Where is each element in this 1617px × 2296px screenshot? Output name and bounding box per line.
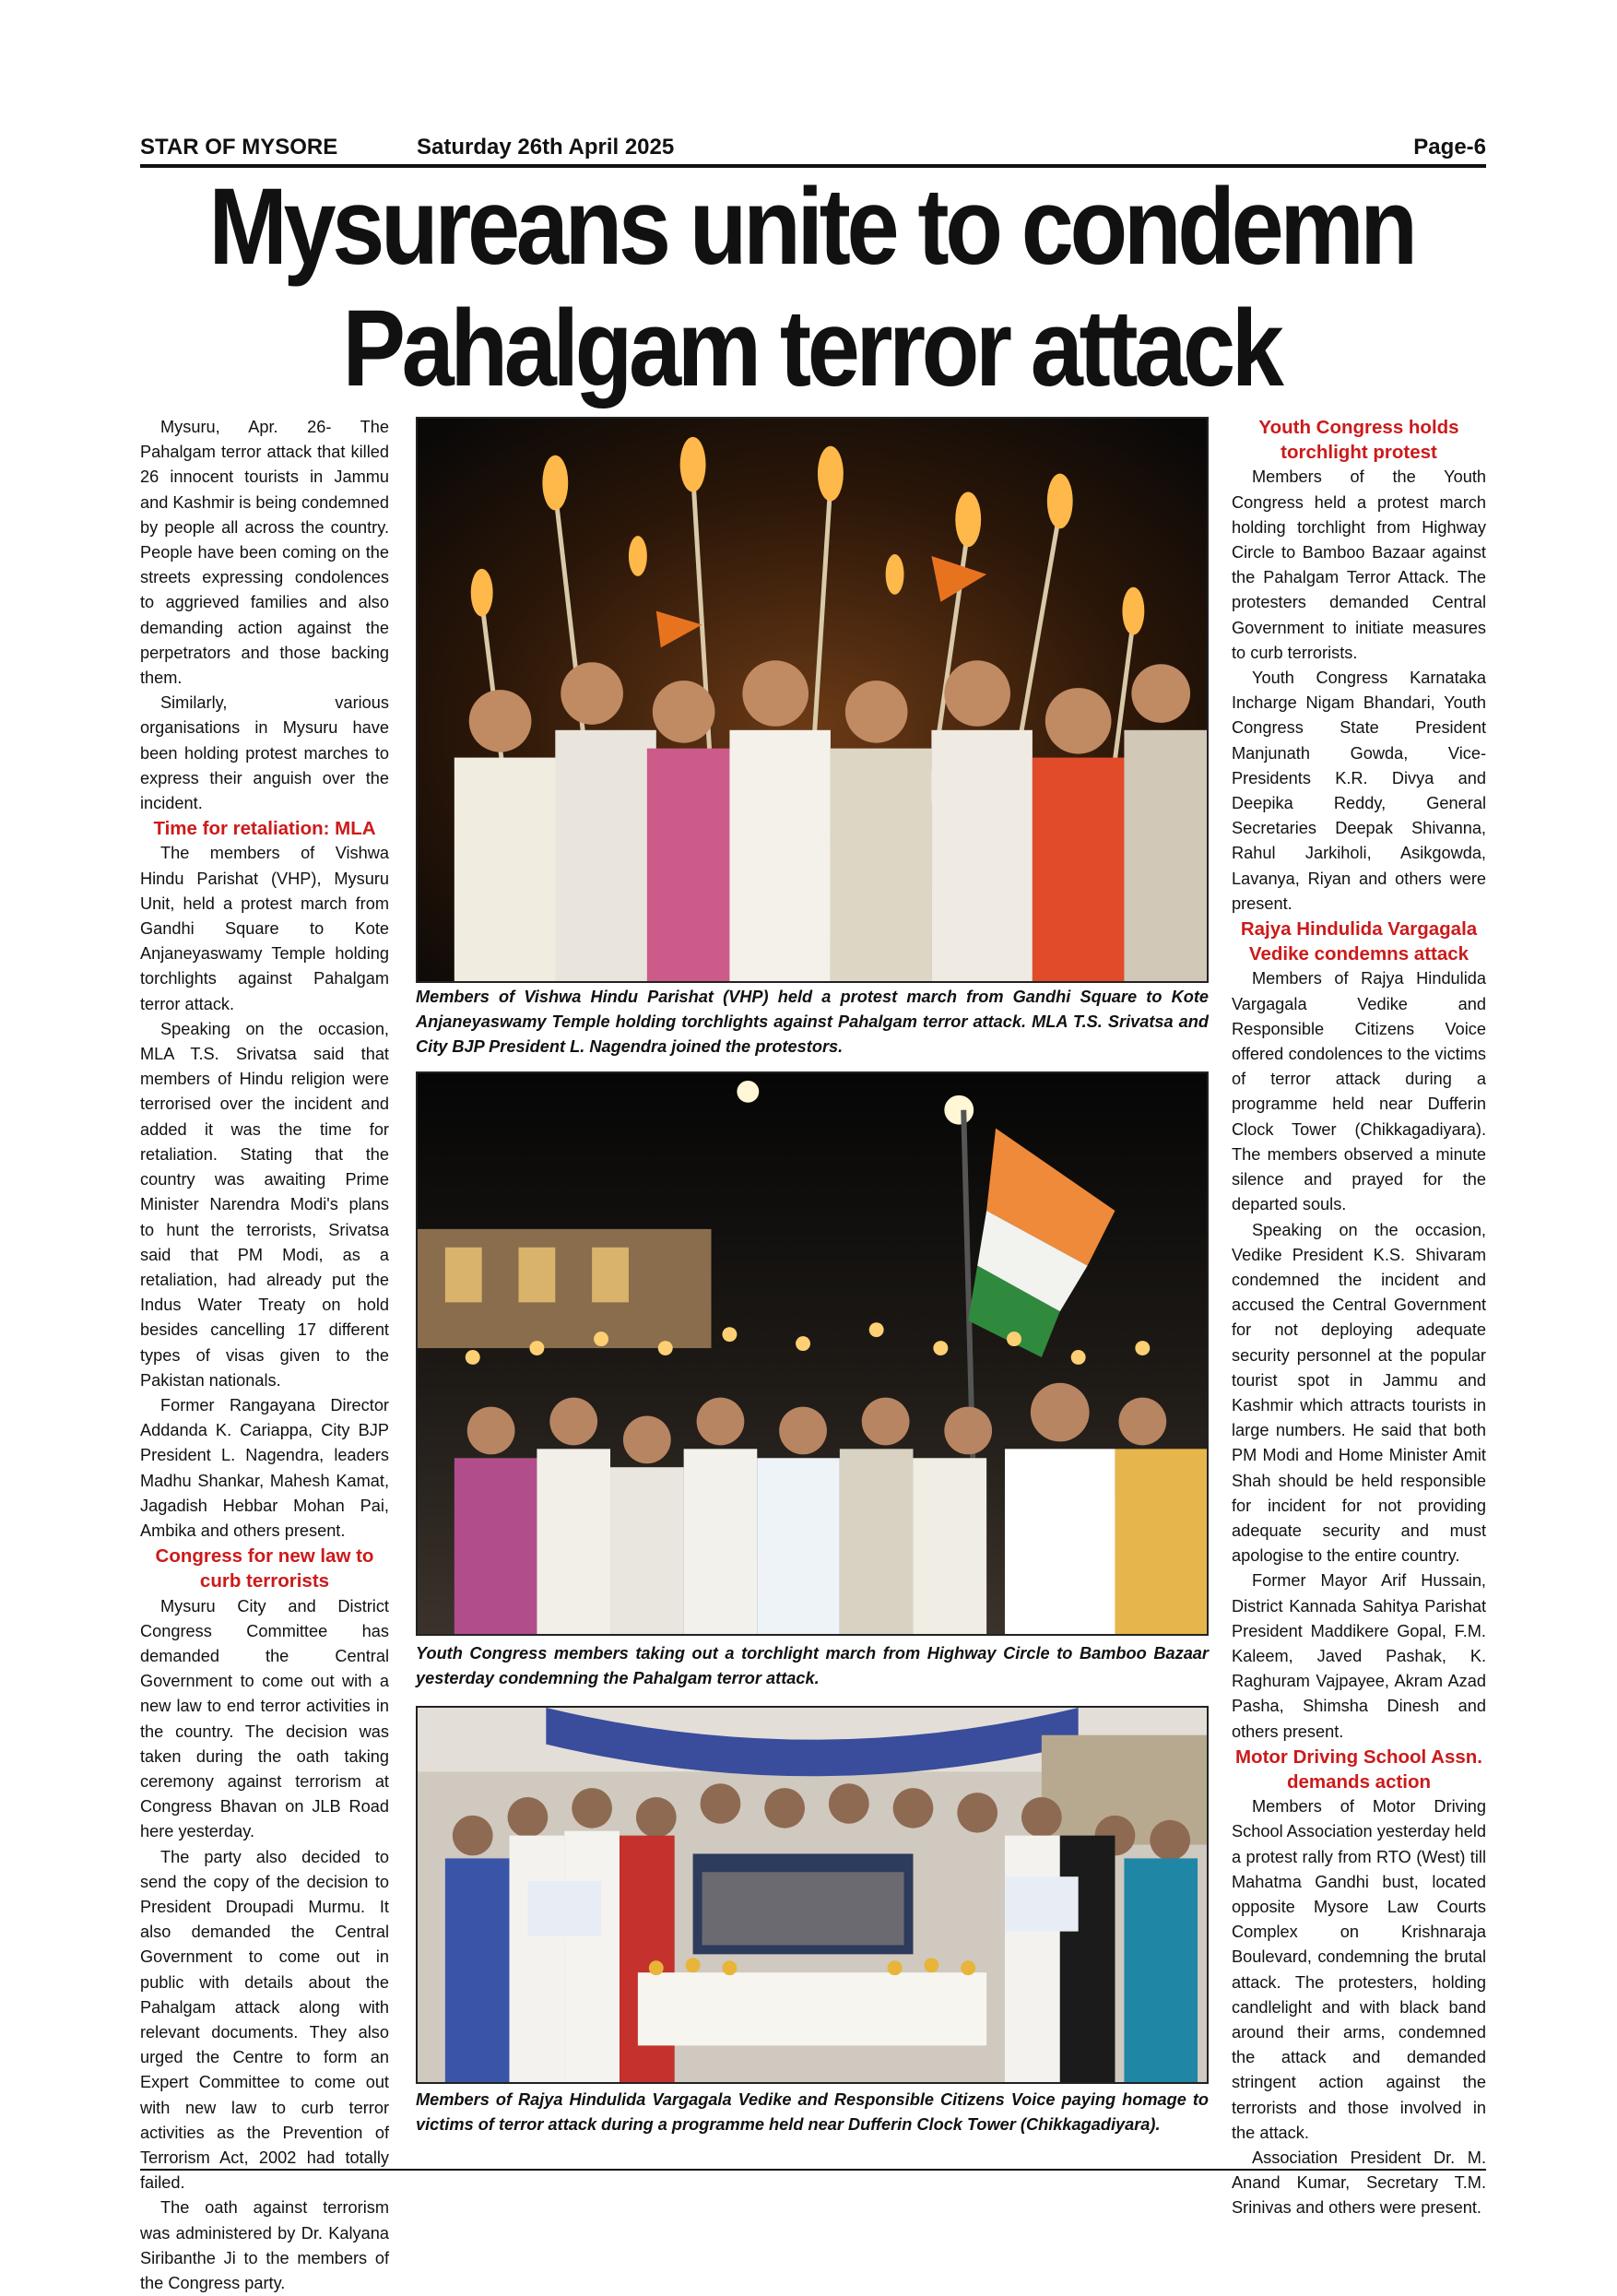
left-column: [140, 415, 389, 2296]
page-number: Page-6: [1413, 135, 1486, 160]
article-paragraph: Mysuru City and District Congress Committee has demanded the Central Government to come out with a new law to end terror activities in the country. The decision was taken during the oath taking ceremony against terrorism at Congress Bhavan on JLB Road here yesterday.: [140, 1596, 389, 1841]
right-column: [1232, 415, 1486, 2221]
article-paragraph: Youth Congress Karnataka Incharge Nigam Bhandari, Youth Congress State President Manjunath Gowda, Vice-Presidents K.R. Divya and Deepika Reddy, General Secretaries Deepak Shivanna, Rahul Jarkiholi, Asikgowda, Lavanya, Riyan and others were present.: [1232, 669, 1486, 913]
subheading: Motor Driving School Assn. demands action: [1234, 1746, 1483, 1793]
subheading: Congress for new law to curb terrorists: [155, 1545, 374, 1592]
article-paragraph: Mysuru, Apr. 26- The Pahalgam terror attack that killed 26 innocent tourists in Jammu and Kashmir is being condemned by people all across the country. People have been coming on the streets expressing condolences to aggrieved families and also demanding action against the perpetrators and those backing them.: [140, 418, 389, 688]
article-paragraph: Association President Dr. M. Anand Kumar, Secretary T.M. Srinivas and others were present.: [1232, 2148, 1486, 2218]
article-paragraph: Members of Rajya Hindulida Vargagala Vedike and Responsible Citizens Voice offered condolences to the victims of terror attack during a programme held near Dufferin Clock Tower (Chikkagadiyara). The members observed a minute silence and prayed for the departed souls.: [1232, 969, 1486, 1214]
photo-1-caption: Members of Vishwa Hindu Parishat (VHP) held a protest march from Gandhi Square to Kote Anjaneyaswamy Temple holding torchlights against Pahalgam terror attack. MLA T.S. Srivatsa and City BJP President L. Nagendra joined the protestors.: [416, 988, 1209, 1056]
photo-vedike-homage: [416, 1706, 1209, 2084]
article-paragraph: Former Rangayana Director Addanda K. Cariappa, City BJP President L. Nagendra, leaders Madhu Shankar, Mahesh Kamat, Jagadish Hebbar Mohan Pai, Ambika and others present.: [140, 1395, 389, 1540]
headline-line-2: Pahalgam terror attack: [342, 288, 1281, 409]
photo-3-image: [418, 1708, 1207, 2082]
headline-line-1: Mysureans unite to condemn: [208, 166, 1414, 288]
paper-name: STAR OF MYSORE: [140, 135, 338, 160]
article-paragraph: The members of Vishwa Hindu Parishat (VHP), Mysuru Unit, held a protest march from Gandhi Square to Kote Anjaneyaswamy Temple holding torchlights against Pahalgam terror attack.: [140, 844, 389, 1013]
photo-youth-congress-march: [416, 1071, 1209, 1636]
photo-vhp-torchlight-march: [416, 417, 1209, 983]
article-paragraph: Members of the Youth Congress held a protest march holding torchlight from Highway Circle to Bamboo Bazaar against the Pahalgam Terror Attack. The protesters demanded Central Government to initiate measures to curb terrorists.: [1232, 467, 1486, 662]
article-paragraph: The party also decided to send the copy of the decision to President Droupadi Murmu. It also demanded the Central Government to come out in public with details about the Pahalgam attack along with relevant documents. They also urged the Centre to form an Expert Committee to come out with new law to curb terror activities as the Prevention of Terrorism Act, 2002 had totally failed.: [140, 1847, 389, 2193]
photo-1-image: [418, 419, 1207, 981]
issue-date: Saturday 26th April 2025: [417, 135, 675, 160]
footer-rule: [140, 2169, 1486, 2171]
headline: [202, 166, 1421, 409]
article-paragraph: Speaking on the occasion, Vedike President K.S. Shivaram condemned the incident and accused the Central Government for not deploying adequate security personnel at the popular tourist spot in Jammu and Kashmir which attracts tourists in large numbers. He said that both PM Modi and Home Minister Amit Shah should be held responsible for incident for not providing adequate security and must apologise to the entire country.: [1232, 1220, 1486, 1566]
subheading: Youth Congress holds torchlight protest: [1258, 417, 1459, 464]
article-paragraph: The oath against terrorism was administered by Dr. Kalyana Siribanthe Ji to the members of the Congress party.: [140, 2198, 389, 2293]
article-paragraph: Former Mayor Arif Hussain, District Kannada Sahitya Parishat President Maddikere Gopal, F.M. Kaleem, Javed Pashak, K. Raghuram Vajpayee, Akram Azad Pasha, Shimsha Dinesh and others present.: [1232, 1571, 1486, 1741]
article-paragraph: Speaking on the occasion, MLA T.S. Srivatsa said that members of Hindu religion were terrorised over the incident and added it was the time for retaliation. Stating that the country was awaiting Prime Minister Narendra Modi's plans to hunt the terrorists, Srivatsa said that PM Modi, as a retaliation, had already put the Indus Water Treaty on hold besides cancelling 17 different types of visas given to the Pakistan nationals.: [140, 1019, 389, 1390]
subheading: Rajya Hindulida Vargagala Vedike condemns attack: [1240, 918, 1478, 965]
article-paragraph: Similarly, various organisations in Mysuru have been holding protest marches to express their anguish over the incident.: [140, 693, 389, 813]
masthead: [140, 131, 1486, 164]
photo-2-image: [418, 1073, 1207, 1634]
photo-2-caption: Youth Congress members taking out a torchlight march from Highway Circle to Bamboo Bazaar yesterday condemning the Pahalgam terror attack.: [416, 1644, 1209, 1687]
photo-3-caption: Members of Rajya Hindulida Vargagala Vedike and Responsible Citizens Voice paying homage to victims of terror attack during a programme held near Dufferin Clock Tower (Chikkagadiyara).: [416, 2090, 1209, 2134]
article-paragraph: Members of Motor Driving School Association yesterday held a protest rally from RTO (West) till Mahatma Gandhi bust, located opposite Mysore Law Courts Complex on Krishnaraja Boulevard, condemning the brutal attack. The protesters, holding candlelight and with black band around their arms, condemned the attack and demanded stringent action against the terrorists and those involved in the attack.: [1232, 1797, 1487, 2142]
subheading: Time for retaliation: MLA: [153, 818, 376, 840]
